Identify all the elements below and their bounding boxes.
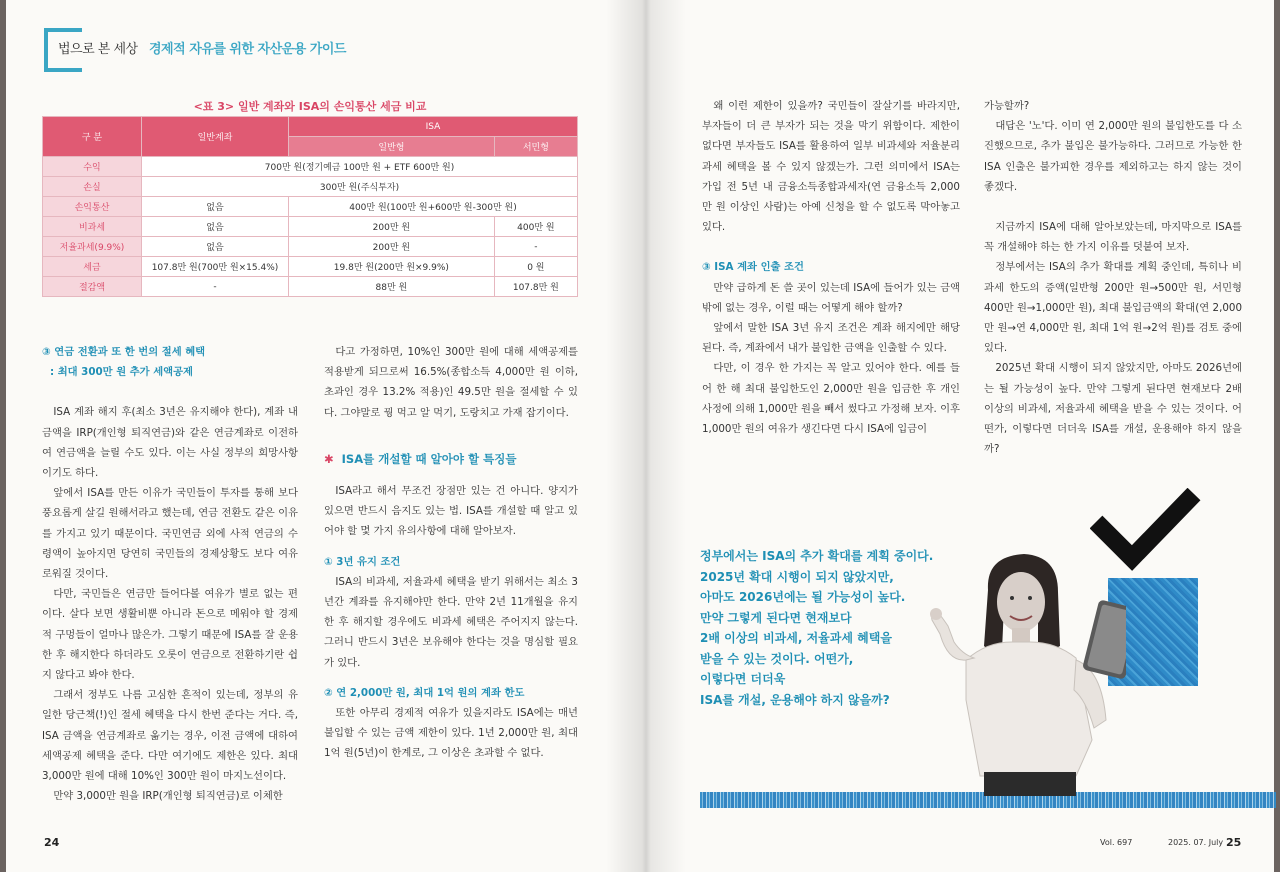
row-label: 손익통산: [43, 197, 142, 217]
pull-quote-line: 만약 그렇게 된다면 현재보다: [700, 610, 852, 625]
section-subtitle: 경제적 자유를 위한 자산운용 가이드: [149, 42, 346, 57]
row-label: 세금: [43, 257, 142, 277]
table-head-isa: ISA: [289, 117, 578, 137]
pull-quote-line: 정부에서는 ISA의 추가 확대를 계획 중이다.: [700, 549, 934, 563]
left-column-2: [324, 342, 578, 764]
page-number-left: 24: [44, 836, 60, 849]
row-value-general: 없음: [142, 197, 289, 217]
asterisk-icon: ✱: [324, 451, 334, 466]
paragraph: 만약 급하게 돈 쓸 곳이 있는데 ISA에 들어가 있는 금액밖에 없는 경우, 이럴 때는 어떻게 해야 할까?: [702, 281, 960, 314]
tax-comparison-table: [42, 116, 578, 297]
table-row: [43, 277, 578, 297]
paragraph: 2025년 확대 시행이 되지 않았지만, 아마도 2026년에는 될 가능성이 높다. 만약 그렇게 된다면 현재보다 2배 이상의 비과세, 저율과세 혜택을 받을 수 있는 것이다. 어떤가, 이렇다면 더더욱 ISA를 개설, 운용해야 하지 않을까?: [984, 362, 1242, 456]
table-head-isa-general: 일반형: [289, 137, 495, 157]
left-column-1: [42, 342, 298, 806]
volume-label: Vol. 697: [1100, 838, 1133, 847]
paragraph: 다만, 이 경우 한 가지는 꼭 알고 있어야 한다. 예를 들어 한 해 최대 불입한도인 2,000만 원을 입금한 후 개인 사정에 의해 1,000만 원을 빼서 썼다고 가정해 보자. 이후 1,000만 원의 여유가 생긴다면 다시 ISA에 입금이: [702, 362, 960, 436]
row-value-isa-general: 200만 원: [289, 217, 495, 237]
pull-quote-line: 이렇다면 더더욱: [700, 672, 786, 686]
row-label: 저율과세(9.9%): [43, 237, 142, 257]
right-column-1: [702, 96, 960, 439]
paragraph: 앞에서 말한 ISA 3년 유지 조건은 계좌 해지에만 해당된다. 즉, 계좌에서 내가 불입한 금액을 인출할 수 있다.: [702, 322, 960, 355]
row-label: 손실: [43, 177, 142, 197]
table-head-isa-low: 서민형: [494, 137, 577, 157]
row-value-isa-low: -: [494, 237, 577, 257]
pull-quote-line: 2배 이상의 비과세, 저율과세 혜택을: [700, 631, 892, 645]
subhead: : 최대 300만 원 추가 세액공제: [50, 366, 194, 379]
row-value: 700만 원(정기예금 100만 원 + ETF 600만 원): [142, 157, 578, 177]
table-head-category: 구 분: [43, 117, 142, 157]
pull-quote-line: ISA를 개설, 운용해야 하지 않을까?: [700, 692, 890, 707]
row-value-general: 107.8만 원(700만 원×15.4%): [142, 257, 289, 277]
row-value-isa-general: 200만 원: [289, 237, 495, 257]
paragraph: ISA 계좌 해지 후(최소 3년은 유지해야 한다), 계좌 내 금액을 IRP(개인형 퇴직연금)와 같은 연금계좌로 이전하여 연금액을 늘릴 수도 있다. 이는 사실 정부의 희망사항이기도 하다.: [42, 406, 298, 480]
table-title: <표 3> 일반 계좌와 ISA의 손익통산 세금 비교: [193, 100, 427, 113]
paragraph: 왜 이런 제한이 있을까? 국민들이 잘살기를 바라지만, 부자들이 더 큰 부자가 되는 것을 막기 위함이다. 제한이 없다면 부자들도 ISA를 활용하여 일부 비과세와 저율분리과세 혜택을 볼 수 있지 않겠는가. 그런 의미에서 ISA는 가입 전 5년 내 금융소득종합과세자(연 금융소득 2,000만 원 이상인 사람)는 아예 신청을 할 수 없도록 막아놓고 있다.: [702, 100, 960, 234]
table-row: [43, 257, 578, 277]
row-value-isa-low: 0 원: [494, 257, 577, 277]
table-head-general: 일반계좌: [142, 117, 289, 157]
issue-date: 2025. 07. July: [1168, 838, 1224, 847]
pull-quote-line: 아마도 2026년에는 될 가능성이 높다.: [700, 590, 906, 604]
pull-quote-line: 받을 수 있는 것이다. 어떤가,: [700, 651, 854, 666]
paragraph: 가능할까?: [984, 100, 1030, 112]
row-value-general: 없음: [142, 217, 289, 237]
subhead: ① 3년 유지 조건: [324, 555, 401, 568]
section-name: 법으로 본 세상: [58, 42, 138, 57]
paragraph: ISA의 비과세, 저율과세 혜택을 받기 위해서는 최소 3년간 계좌를 유지해야만 한다. 만약 2년 11개월을 유지한 후 해지할 경우에도 비과세 혜택은 주어지지 않는다. 그러니 반드시 3년은 보유해야 한다는 것을 명심할 필요가 있다.: [324, 575, 578, 669]
table-row: [43, 177, 578, 197]
paragraph: 만약 3,000만 원을 IRP(개인형 퇴직연금)로 이체한: [53, 790, 283, 803]
section-heading: [324, 449, 578, 469]
paragraph: 또한 아무리 경제적 여유가 있을지라도 ISA에는 매년 불입할 수 있는 금액 제한이 있다. 1년 2,000만 원, 최대 1억 원(5년)이 한계로, 그 이상은 초과할 수 없다.: [324, 707, 578, 760]
subhead: ② 연 2,000만 원, 최대 1억 원의 계좌 한도: [324, 686, 525, 699]
section-heading-text: ISA를 개설할 때 알아야 할 특징들: [341, 451, 517, 466]
row-value-isa: 400만 원(100만 원+600만 원-300만 원): [289, 197, 578, 217]
row-value-isa-general: 19.8만 원(200만 원×9.9%): [289, 257, 495, 277]
woman-with-tablet-illustration: [926, 550, 1126, 796]
row-value-isa-general: 88만 원: [289, 277, 495, 297]
paragraph: ISA라고 해서 무조건 장점만 있는 건 아니다. 양지가 있으면 반드시 음지도 있는 법. ISA를 개설할 때 알고 있어야 할 몇 가지 유의사항에 대해 알아보자.: [324, 485, 578, 538]
row-value: 300만 원(주식투자): [142, 177, 578, 197]
left-page: [6, 0, 642, 872]
page-number-right: 25: [1226, 836, 1242, 849]
table-row: [43, 217, 578, 237]
row-label: 비과세: [43, 217, 142, 237]
paragraph: 정부에서는 ISA의 추가 확대를 계획 중인데, 특히나 비과세 한도의 증액(일반형 200만 원→500만 원, 서민형 400만 원→1,000만 원), 최대 불입금액의 확대(연 2,000만 원→연 4,000만 원, 최대 1억 원→2억 원)를 검토 중에 있다.: [984, 261, 1242, 355]
paragraph: 그래서 정부도 나름 고심한 흔적이 있는데, 정부의 유일한 당근책(!)인 절세 혜택을 다시 한번 준다는 거다. 즉, ISA 금액을 연금계좌로 옮기는 경우, 이전 금액에 대하여 세액공제 혜택을 준다. 다만 여기에도 제한은 있다. 최대 3,000만 원에 대해 10%인 300만 원이 마지노선이다.: [42, 689, 298, 783]
row-value-general: 없음: [142, 237, 289, 257]
table-row: [43, 237, 578, 257]
paragraph: 지금까지 ISA에 대해 알아보았는데, 마지막으로 ISA를 꼭 개설해야 하는 한 가지 이유를 덧붙여 보자.: [984, 221, 1242, 254]
table-header-row: [43, 117, 578, 137]
paragraph: 다고 가정하면, 10%인 300만 원에 대해 세액공제를 적용받게 되므로써 16.5%(종합소득 4,000만 원 이하, 초과인 경우 13.2% 적용)인 49.5만 원을 절세할 수 있다. 그야말로 꿩 먹고 알 먹기, 도랑치고 가재 잡기이다.: [324, 346, 578, 419]
subhead: ③ 연금 전환과 또 한 번의 절세 혜택: [42, 346, 206, 358]
table-row: [43, 197, 578, 217]
table-row: [43, 157, 578, 177]
row-label: 수익: [43, 157, 142, 177]
subhead: ③ ISA 계좌 인출 조건: [702, 261, 804, 274]
paragraph: 다만, 국민들은 연금만 들어다볼 여유가 별로 없는 편이다. 살다 보면 생활비뿐 아니라 돈으로 메워야 할 경제적 구멍들이 얼마나 많은가. 그렇기 때문에 ISA를 잘 운용한 후 해지한다 하더라도 오롯이 연금으로 전환하기란 쉽지 않다고 봐야 한다.: [42, 588, 298, 682]
pull-quote-line: 2025년 확대 시행이 되지 않았지만,: [700, 569, 894, 584]
right-column-2: [984, 96, 1242, 459]
row-value-isa-low: 107.8만 원: [494, 277, 577, 297]
paragraph: 앞에서 ISA를 만든 이유가 국민들이 투자를 통해 보다 풍요롭게 살길 원해서라고 했는데, 연금 전환도 같은 이유를 가지고 있기 때문이다. 국민연금 외에 사적 연금의 수령액이 높아지면 당연히 국민들의 경제상황도 보다 여유로워질 것이다.: [42, 487, 298, 581]
row-value-general: -: [142, 277, 289, 297]
paragraph: 대답은 '노'다. 이미 연 2,000만 원의 불입한도를 다 소진했으므로, 추가 불입은 불가능하다. 그러므로 가능한 한 ISA 인출은 불가피한 경우를 제외하고는 하지 않는 것이 좋겠다.: [984, 120, 1242, 193]
row-label: 절감액: [43, 277, 142, 297]
row-value-isa-low: 400만 원: [494, 217, 577, 237]
